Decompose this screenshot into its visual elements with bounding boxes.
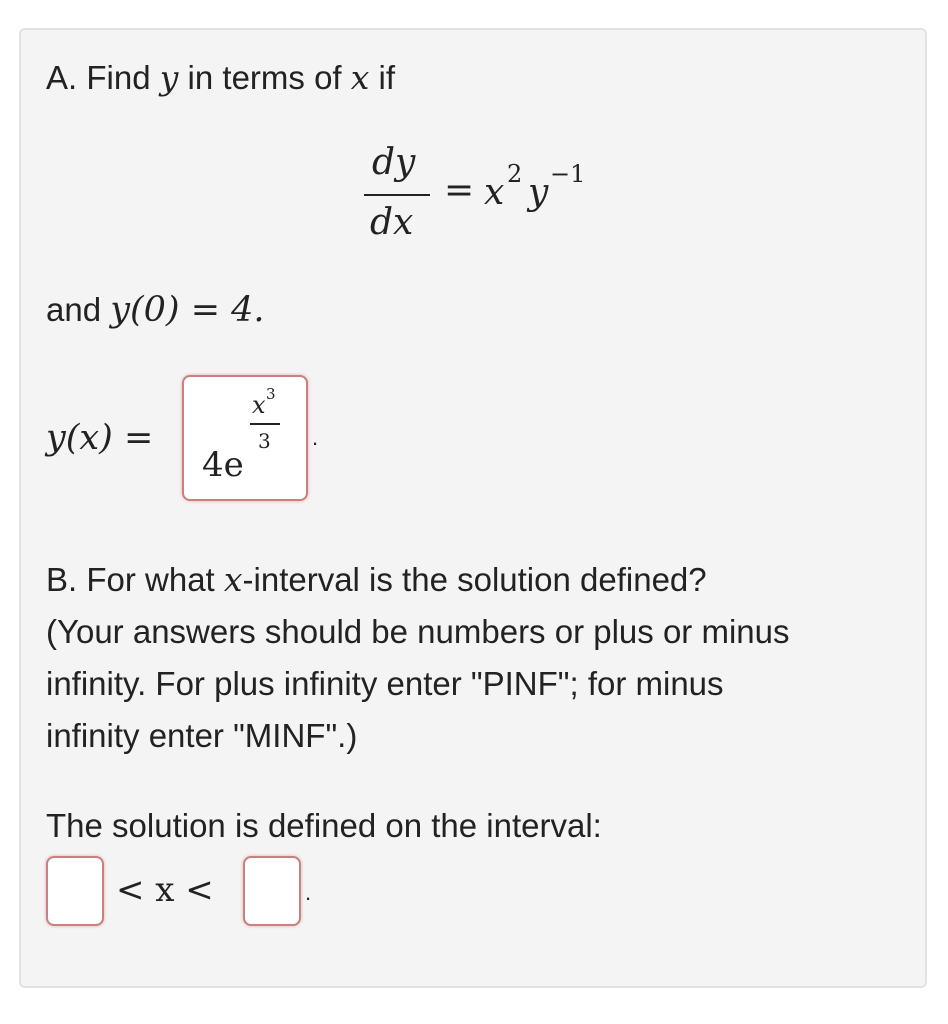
fraction-bar xyxy=(364,194,430,196)
initial-condition xyxy=(46,284,265,336)
interval-relation: < x < xyxy=(116,870,214,910)
condition-prefix: and xyxy=(46,291,111,328)
interval-period: . xyxy=(305,880,312,905)
rhs-x-exponent: 2 xyxy=(507,160,523,188)
prompt-text: A. Find xyxy=(46,59,160,96)
answer-period: . xyxy=(312,425,319,450)
part-b-question-line-1 xyxy=(46,554,707,606)
part-b-question-line-2: (Your answers should be numbers or plus or minus xyxy=(46,613,790,650)
answer-exponent-power: 3 xyxy=(266,385,276,403)
question-text: B. For what xyxy=(46,561,224,598)
var-y: y xyxy=(159,58,179,97)
interval-label: The solution is defined on the interval: xyxy=(46,807,602,844)
answer-label: y(x) = xyxy=(46,418,154,458)
answer-coefficient: 4e xyxy=(202,445,244,485)
var-x: x xyxy=(350,58,370,97)
upper-bound-input[interactable] xyxy=(243,856,301,926)
question-text: -interval is the solution defined? xyxy=(242,561,707,598)
part-a-prompt xyxy=(46,52,395,104)
var-x: x xyxy=(223,560,243,599)
answer-exponent-numerator: x xyxy=(252,391,266,419)
rhs-x: x xyxy=(484,172,505,213)
part-b-question-line-3: infinity. For plus infinity enter "PINF"; for minus xyxy=(46,665,724,702)
differential-equation xyxy=(362,140,622,250)
fraction-numerator: dy xyxy=(372,142,416,183)
answer-exponent-bar xyxy=(250,423,280,425)
rhs-y: y xyxy=(528,172,549,213)
lower-bound-input[interactable] xyxy=(46,856,104,926)
part-b-question-line-4: infinity enter "MINF".) xyxy=(46,717,358,754)
prompt-text: in terms of xyxy=(178,59,351,96)
prompt-text: if xyxy=(369,59,396,96)
y-answer-field[interactable] xyxy=(182,375,308,501)
equals-sign: = xyxy=(444,170,475,211)
answer-exponent-denominator: 3 xyxy=(258,429,271,453)
condition-math: y(0) = 4. xyxy=(110,290,265,330)
rhs-y-exponent: −1 xyxy=(550,160,586,188)
fraction-denominator: dx xyxy=(370,202,414,243)
